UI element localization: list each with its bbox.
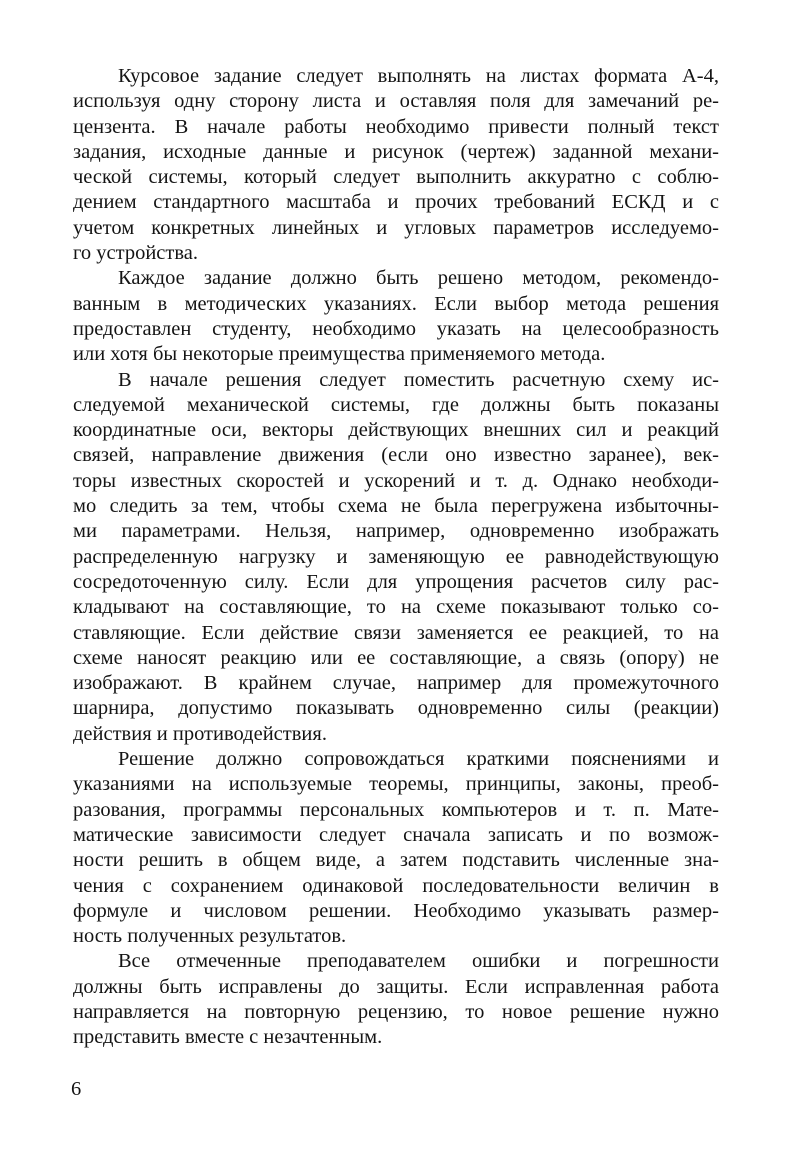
text-line: координатные оси, векторы действующих внешних сил и реакций	[73, 419, 719, 442]
text-line: направляется на повторную рецензию, то новое решение нужно	[73, 1000, 719, 1023]
text-line: цензента. В начале работы необходимо привести полный текст	[73, 115, 719, 138]
text-line: Каждое задание должно быть решено методом, рекомендо-	[118, 267, 719, 290]
text-line: или хотя бы некоторые преимущества применяемого метода.	[73, 343, 606, 366]
text-line: Решение должно сопровождаться краткими пояснениями и	[118, 748, 719, 771]
text-line: схеме наносят реакцию или ее составляющие, а связь (опору) не	[73, 646, 719, 669]
text-line: ность полученных результатов.	[73, 925, 347, 948]
paragraph-5	[73, 949, 719, 1050]
text-line: должны быть исправлены до защиты. Если исправленная работа	[73, 975, 719, 998]
text-line: учетом конкретных линейных и угловых параметров исследуемо-	[73, 216, 719, 239]
text-line: ванным в методических указаниях. Если выбор метода решения	[73, 292, 719, 315]
text-line: действия и противодействия.	[73, 722, 327, 745]
paragraph-3	[73, 368, 719, 747]
text-line: ми параметрами. Нельзя, например, одновременно изображать	[73, 520, 719, 543]
text-line: указаниями на используемые теоремы, принципы, законы, преоб-	[73, 773, 719, 796]
text-line: формуле и числовом решении. Необходимо указывать размер-	[73, 899, 719, 922]
paragraph-1	[73, 64, 719, 266]
text-line: дением стандартного масштаба и прочих требований ЕСКД и с	[73, 191, 719, 214]
text-line: ности решить в общем виде, а затем подставить численные зна-	[73, 849, 719, 872]
text-line: сосредоточенную силу. Если для упрощения расчетов силу рас-	[73, 570, 719, 593]
page-body	[73, 64, 719, 1051]
text-line: следуемой механической системы, где должны быть показаны	[73, 393, 719, 416]
text-line: ставляющие. Если действие связи заменяется ее реакцией, то на	[73, 621, 719, 644]
paragraph-4	[73, 747, 719, 949]
text-line: изображают. В крайнем случае, например для промежуточного	[73, 672, 719, 695]
text-line: чения с сохранением одинаковой последовательности величин в	[73, 874, 719, 897]
text-line: предоставлен студенту, необходимо указать на целесообразность	[73, 317, 719, 340]
text-line: го устройства.	[73, 242, 198, 265]
text-line: разования, программы персональных компьютеров и т. п. Мате-	[73, 798, 719, 821]
text-line: задания, исходные данные и рисунок (чертеж) заданной механи-	[73, 140, 719, 163]
text-line: мо следить за тем, чтобы схема не была перегружена избыточны-	[73, 495, 719, 518]
text-line: шарнира, допустимо показывать одновременно силы (реакции)	[73, 697, 719, 720]
page-number: 6	[71, 1078, 82, 1100]
text-line: матические зависимости следует сначала записать и по возмож-	[73, 823, 719, 846]
text-line: кладывают на составляющие, то на схеме показывают только со-	[73, 596, 719, 619]
text-line: представить вместе с незачтенным.	[73, 1026, 383, 1049]
text-line: ческой системы, который следует выполнить аккуратно с соблю-	[73, 166, 719, 189]
text-line: распределенную нагрузку и заменяющую ее равнодействующую	[73, 545, 719, 568]
text-line: В начале решения следует поместить расчетную схему ис-	[118, 368, 719, 391]
text-line: используя одну сторону листа и оставляя поля для замечаний ре-	[73, 90, 719, 113]
text-line: Курсовое задание следует выполнять на листах формата А-4,	[118, 65, 719, 87]
paragraph-2	[73, 266, 719, 367]
text-line: связей, направление движения (если оно известно заранее), век-	[73, 444, 719, 467]
text-line: торы известных скоростей и ускорений и т. д. Однако необходи-	[73, 469, 719, 492]
text-line: Все отмеченные преподавателем ошибки и погрешности	[118, 950, 719, 973]
